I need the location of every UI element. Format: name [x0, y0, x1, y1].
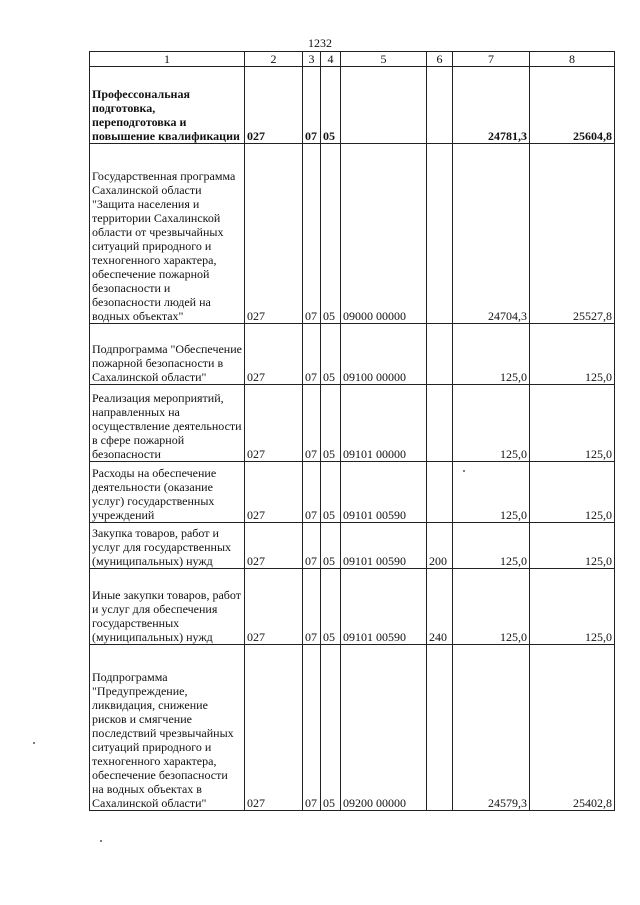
section-code: 07 [303, 569, 321, 645]
target-article-code: 09200 00000 [341, 645, 427, 811]
amount-year-1: 24579,3 [453, 645, 530, 811]
row-name: Подпрограмма "Обеспечение пожарной безопасности в Сахалинской области" [90, 324, 245, 385]
expense-type-code [427, 462, 453, 523]
table-row [90, 523, 615, 569]
expense-type-code [427, 67, 453, 144]
budget-table [89, 51, 615, 811]
grbs-code: 027 [245, 144, 303, 324]
column-number: 3 [303, 52, 321, 67]
amount-year-2: 25604,8 [530, 67, 615, 144]
expense-type-code [427, 144, 453, 324]
column-number: 7 [453, 52, 530, 67]
section-code: 07 [303, 385, 321, 462]
section-code: 07 [303, 462, 321, 523]
amount-year-1: 24781,3 [453, 67, 530, 144]
row-name: Государственная программа Сахалинской области "Защита населения и территории Сахалинской области от чрезвычайных ситуаций природного и техногенного характера, обеспечение пожарной безопасности и безопасности людей на водных объектах" [90, 144, 245, 324]
table-row [90, 324, 615, 385]
target-article-code: 09101 00590 [341, 569, 427, 645]
table-row [90, 67, 615, 144]
amount-year-2: 125,0 [530, 523, 615, 569]
amount-year-1: 125,0 [453, 385, 530, 462]
column-number-row [90, 52, 615, 67]
target-article-code: 09101 00000 [341, 385, 427, 462]
subsection-code: 05 [321, 462, 341, 523]
section-code: 07 [303, 144, 321, 324]
table-row [90, 144, 615, 324]
amount-year-2: 25527,8 [530, 144, 615, 324]
column-number: 4 [321, 52, 341, 67]
section-code: 07 [303, 523, 321, 569]
target-article-code: 09100 00000 [341, 324, 427, 385]
amount-year-2: 125,0 [530, 462, 615, 523]
scan-speck [463, 470, 465, 472]
subsection-code: 05 [321, 144, 341, 324]
scan-speck [100, 840, 102, 842]
amount-year-1: 125,0 [453, 569, 530, 645]
row-name: Закупка товаров, работ и услуг для государственных (муниципальных) нужд [90, 523, 245, 569]
grbs-code: 027 [245, 645, 303, 811]
grbs-code: 027 [245, 324, 303, 385]
subsection-code: 05 [321, 324, 341, 385]
target-article-code: 09101 00590 [341, 462, 427, 523]
amount-year-1: 125,0 [453, 523, 530, 569]
amount-year-1: 125,0 [453, 324, 530, 385]
target-article-code [341, 67, 427, 144]
grbs-code: 027 [245, 569, 303, 645]
column-number: 5 [341, 52, 427, 67]
amount-year-2: 25402,8 [530, 645, 615, 811]
row-name: Иные закупки товаров, работ и услуг для обеспечения государственных (муниципальных) нужд [90, 569, 245, 645]
subsection-code: 05 [321, 569, 341, 645]
row-name: Профессональная подготовка, переподготовка и повышение квалификации [90, 67, 245, 144]
expense-type-code: 200 [427, 523, 453, 569]
row-name: Реализация мероприятий, направленных на осуществление деятельности в сфере пожарной безопасности [90, 385, 245, 462]
target-article-code: 09101 00590 [341, 523, 427, 569]
expense-type-code [427, 324, 453, 385]
amount-year-1: 125,0 [453, 462, 530, 523]
table-row [90, 569, 615, 645]
grbs-code: 027 [245, 523, 303, 569]
amount-year-2: 125,0 [530, 324, 615, 385]
amount-year-2: 125,0 [530, 385, 615, 462]
row-name: Расходы на обеспечение деятельности (оказание услуг) государственных учреждений [90, 462, 245, 523]
subsection-code: 05 [321, 67, 341, 144]
row-name: Подпрограмма "Предупреждение, ликвидация, снижение рисков и смягчение последствий чрезвычайных ситуаций природного и техногенного характера, обеспечение безопасности на водных объектах в Сахалинской области" [90, 645, 245, 811]
expense-type-code [427, 645, 453, 811]
grbs-code: 027 [245, 385, 303, 462]
grbs-code: 027 [245, 67, 303, 144]
table-row [90, 645, 615, 811]
subsection-code: 05 [321, 645, 341, 811]
table-row [90, 385, 615, 462]
subsection-code: 05 [321, 385, 341, 462]
section-code: 07 [303, 324, 321, 385]
grbs-code: 027 [245, 462, 303, 523]
section-code: 07 [303, 67, 321, 144]
page-number: 1232 [308, 36, 332, 50]
expense-type-code: 240 [427, 569, 453, 645]
subsection-code: 05 [321, 523, 341, 569]
amount-year-2: 125,0 [530, 569, 615, 645]
amount-year-1: 24704,3 [453, 144, 530, 324]
target-article-code: 09000 00000 [341, 144, 427, 324]
scan-speck [33, 742, 35, 744]
column-number: 6 [427, 52, 453, 67]
section-code: 07 [303, 645, 321, 811]
table-row [90, 462, 615, 523]
expense-type-code [427, 385, 453, 462]
column-number: 2 [245, 52, 303, 67]
column-number: 8 [530, 52, 615, 67]
column-number: 1 [90, 52, 245, 67]
